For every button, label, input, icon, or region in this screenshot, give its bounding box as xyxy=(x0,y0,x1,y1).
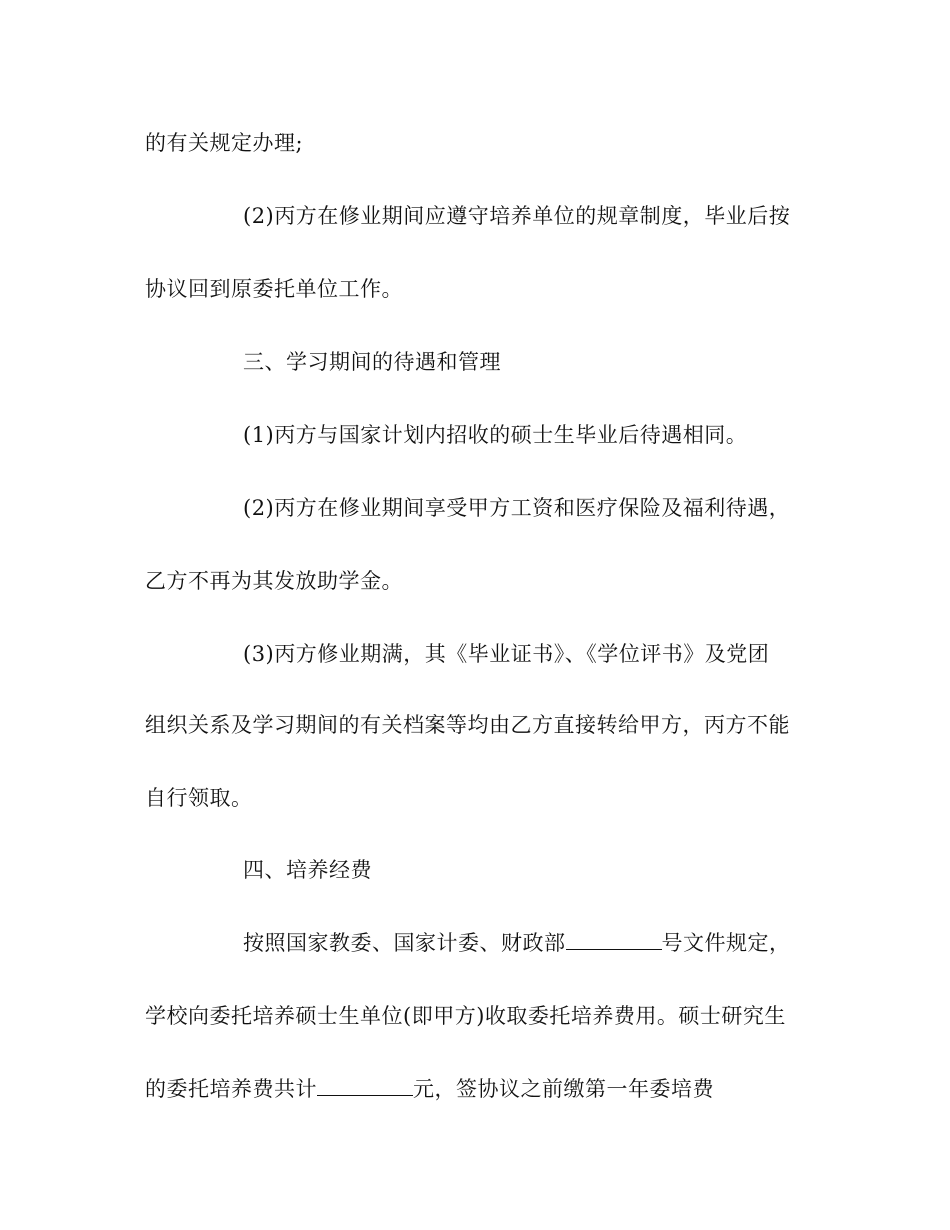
text-line: (3)丙方修业期满，其《毕业证书》、《学位评书》及党团 xyxy=(243,642,770,666)
text-line: (1)丙方与国家计划内招收的硕士生毕业后待遇相同。 xyxy=(243,423,748,447)
text-line-with-blank xyxy=(243,931,791,955)
text-segment: 按照国家教委、国家计委、财政部 xyxy=(243,931,566,955)
section-heading: 三、学习期间的待遇和管理 xyxy=(243,350,501,374)
text-line: 乙方不再为其发放助学金。 xyxy=(145,569,403,593)
text-line: 组织关系及学习期间的有关档案等均由乙方直接转给甲方，丙方不能 xyxy=(145,713,790,737)
fill-in-blank[interactable] xyxy=(566,931,662,950)
section-heading: 四、培养经费 xyxy=(243,858,372,882)
text-line: (2)丙方在修业期间应遵守培养单位的规章制度，毕业后按 xyxy=(243,204,791,228)
fill-in-blank[interactable] xyxy=(317,1077,413,1096)
text-line: 的有关规定办理; xyxy=(145,131,304,155)
text-line: (2)丙方在修业期间享受甲方工资和医疗保险及福利待遇， xyxy=(243,496,791,520)
text-line: 协议回到原委托单位工作。 xyxy=(145,277,403,301)
text-segment: 元，签协议之前缴第一年委培费 xyxy=(413,1077,714,1101)
text-segment: 的委托培养费共计 xyxy=(145,1077,317,1101)
text-segment: 号文件规定， xyxy=(661,931,791,955)
text-line: 学校向委托培养硕士生单位(即甲方)收取委托培养费用。硕士研究生 xyxy=(145,1004,786,1028)
text-line-with-blank xyxy=(145,1077,714,1101)
text-line: 自行领取。 xyxy=(145,786,253,810)
